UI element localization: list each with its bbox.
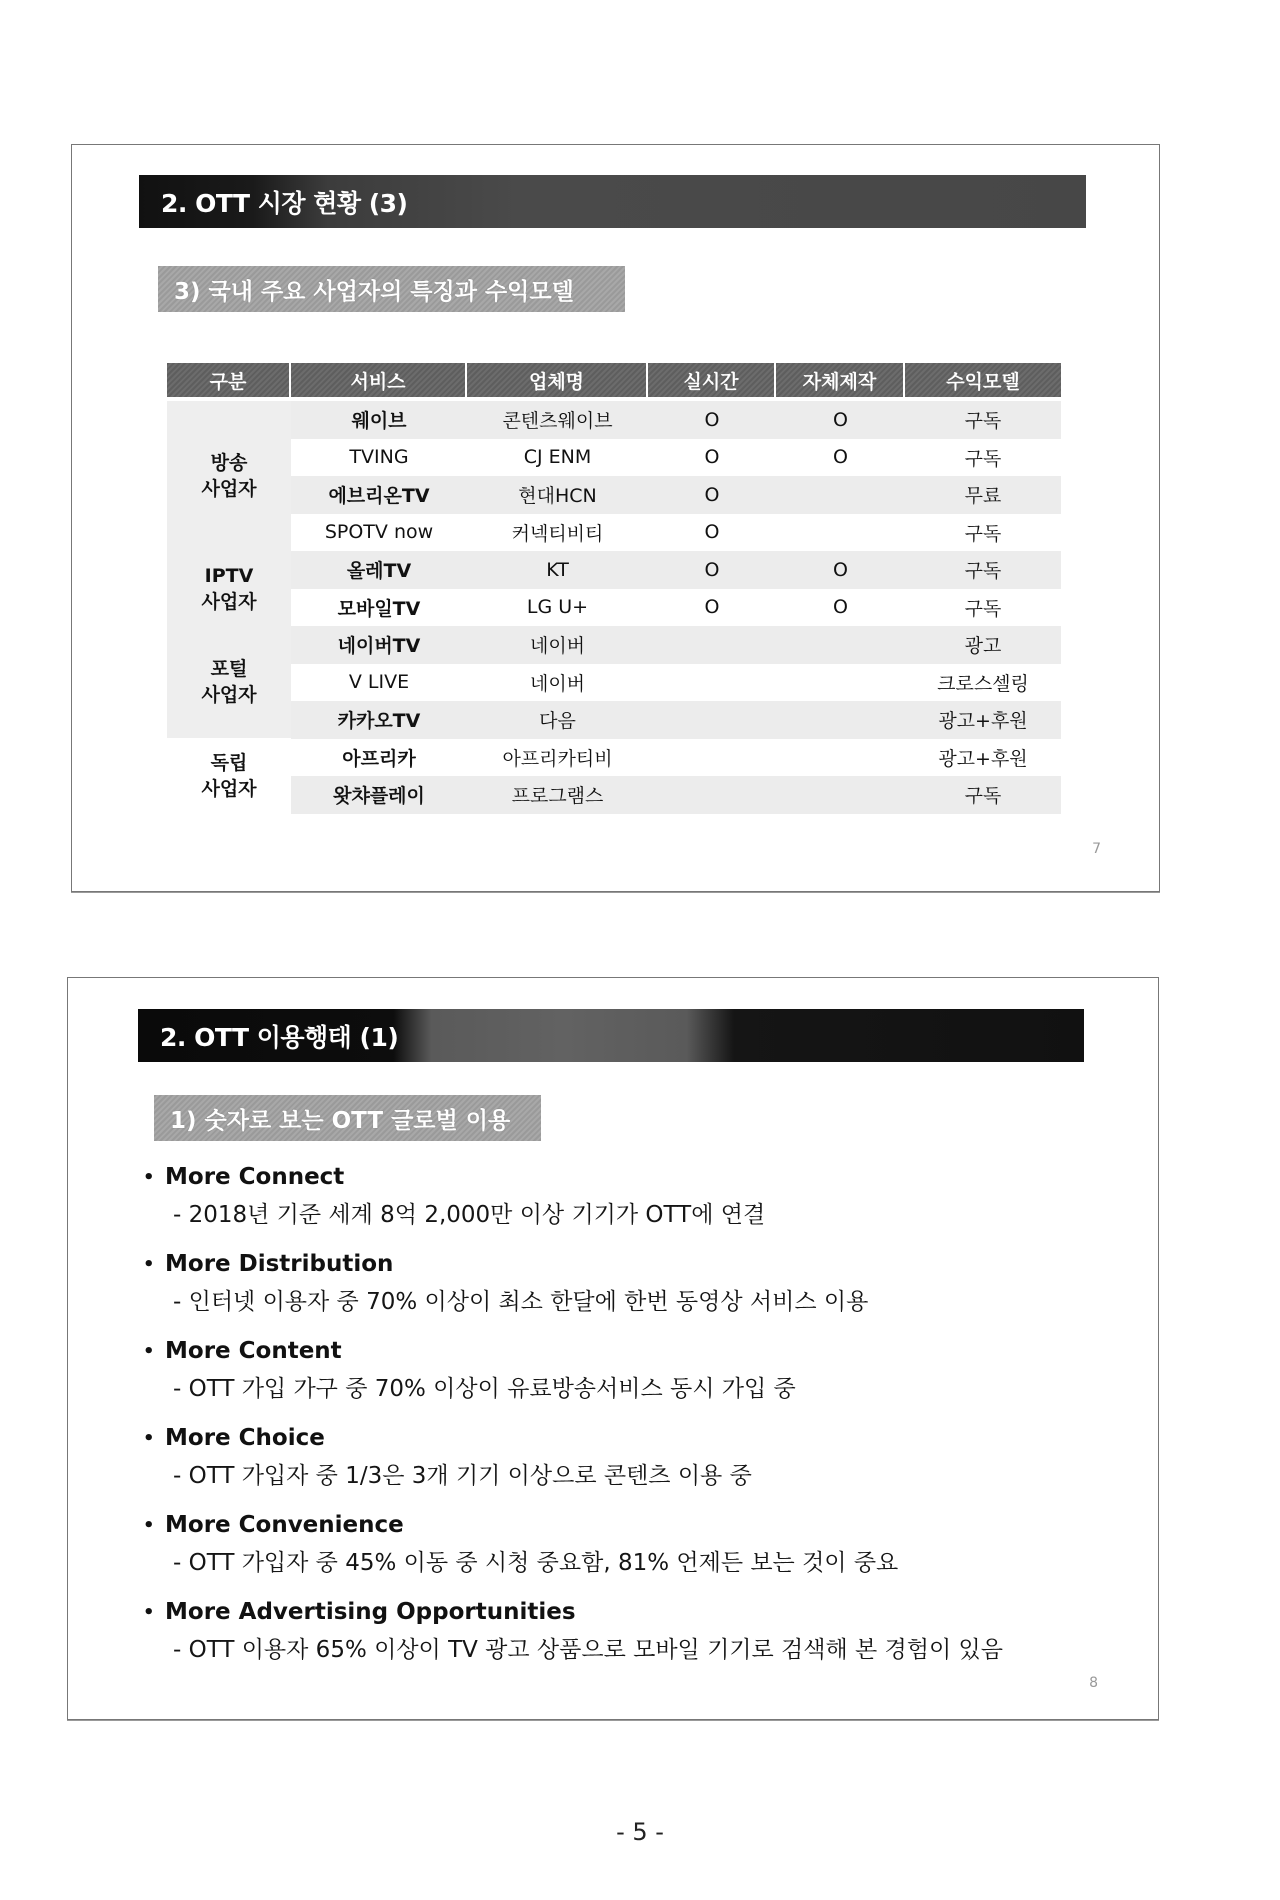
revenue-cell: 광고 <box>905 626 1061 664</box>
company-cell: 프로그램스 <box>467 776 648 814</box>
revenue-cell: 구독 <box>964 447 1002 470</box>
table-row <box>167 514 1061 552</box>
group-label: 사업자 <box>201 684 257 706</box>
company-cell: 네이버 <box>467 626 648 664</box>
service-cell: 왓챠플레이 <box>291 776 467 814</box>
realtime-cell: O <box>704 521 720 544</box>
company-cell: KT <box>467 551 648 589</box>
group-independent <box>167 738 291 813</box>
service-cell: V LIVE <box>348 671 410 694</box>
bullet-icon: • <box>143 1253 155 1275</box>
company-cell: 다음 <box>467 701 648 739</box>
revenue-cell: 크로스셀링 <box>937 672 1029 695</box>
bullet-heading: More Distribution <box>165 1251 394 1277</box>
bullet-icon: • <box>143 1601 155 1623</box>
bullet-heading: More Convenience <box>165 1512 404 1538</box>
group-label: 포털 <box>210 658 248 680</box>
original-cell: O <box>833 596 848 619</box>
group-label: 독립 <box>210 751 248 774</box>
slide-ott-usage <box>67 977 1159 1720</box>
bullet-description: - OTT 이용자 65% 이상이 TV 광고 상품으로 모바일 기기로 검색해 본 경험이 있음 <box>173 1636 1003 1663</box>
service-cell: 카카오TV <box>291 701 467 739</box>
bullet-description: - OTT 가입자 중 45% 이동 중 시청 중요함, 81% 언제든 보는 것이 중요 <box>173 1549 899 1576</box>
company-cell: 현대HCN <box>467 476 648 514</box>
header-original: 자체제작 <box>776 363 905 397</box>
provider-table <box>167 363 1061 814</box>
table-row <box>167 401 1061 439</box>
table-row <box>167 439 1061 477</box>
revenue-cell: 구독 <box>905 551 1061 589</box>
header-service: 서비스 <box>291 363 467 397</box>
table-row <box>167 739 1061 777</box>
document-page-number: - 5 - <box>616 1818 664 1846</box>
revenue-cell: 광고+후원 <box>905 701 1061 739</box>
company-cell: 아프리카티비 <box>502 747 613 770</box>
original-cell <box>776 776 905 814</box>
realtime-cell: O <box>704 446 720 469</box>
service-cell: 올레TV <box>291 551 467 589</box>
service-cell: 네이버TV <box>291 626 467 664</box>
group-label: 방송 <box>210 452 248 474</box>
table-row <box>167 551 1061 589</box>
revenue-cell: 광고+후원 <box>938 747 1028 770</box>
realtime-cell: O <box>648 551 776 589</box>
original-cell: O <box>833 446 848 469</box>
group-label: IPTV <box>204 564 254 587</box>
group-label: 사업자 <box>201 777 257 800</box>
table-row <box>167 701 1061 739</box>
bullet-heading: More Advertising Opportunities <box>165 1599 576 1625</box>
original-cell <box>776 476 905 514</box>
realtime-cell <box>648 664 776 702</box>
company-cell: 콘텐츠웨이브 <box>467 401 648 439</box>
realtime-cell: O <box>704 596 720 619</box>
service-cell: SPOTV now <box>324 521 434 544</box>
list-item <box>143 1422 1103 1492</box>
bullet-icon: • <box>143 1166 155 1188</box>
slide-page-number: 7 <box>1092 841 1101 857</box>
company-cell: 네이버 <box>529 672 586 695</box>
revenue-cell: 구독 <box>905 776 1061 814</box>
realtime-cell <box>648 776 776 814</box>
service-cell: 웨이브 <box>291 401 467 439</box>
revenue-cell: 무료 <box>905 476 1061 514</box>
group-label: 사업자 <box>201 590 257 613</box>
slide-ott-market-status <box>71 144 1160 892</box>
group-broadcast <box>167 401 291 551</box>
bullet-description: - 인터넷 이용자 중 70% 이상이 최소 한달에 한번 동영상 서비스 이용 <box>173 1288 869 1315</box>
slide-page-number: 8 <box>1089 1675 1098 1691</box>
bullet-description: - OTT 가입자 중 1/3은 3개 기기 이상으로 콘텐츠 이용 중 <box>173 1462 752 1489</box>
service-cell: TVING <box>349 446 409 469</box>
original-cell <box>776 739 905 777</box>
header-realtime: 실시간 <box>648 363 776 397</box>
slide-subtitle: 1) 숫자로 보는 OTT 글로벌 이용 <box>154 1095 541 1141</box>
company-cell: CJ ENM <box>523 446 592 469</box>
table-row <box>167 626 1061 664</box>
list-item <box>143 1335 1103 1405</box>
realtime-cell <box>648 739 776 777</box>
realtime-cell: O <box>648 476 776 514</box>
header-category: 구분 <box>167 363 291 397</box>
list-item <box>143 1248 1103 1318</box>
bullet-heading: More Choice <box>165 1425 325 1451</box>
slide-title: 2. OTT 시장 현황 (3) <box>139 175 1086 228</box>
bullet-icon: • <box>143 1514 155 1536</box>
service-cell: 아프리카 <box>342 747 416 770</box>
bullet-heading: More Connect <box>165 1164 345 1190</box>
service-cell: 모바일TV <box>337 597 421 620</box>
revenue-cell: 구독 <box>964 597 1002 620</box>
bullet-icon: • <box>143 1340 155 1362</box>
bullet-description: - 2018년 기준 세계 8억 2,000만 이상 기기가 OTT에 연결 <box>173 1201 766 1228</box>
table-row <box>167 589 1061 627</box>
bullet-list <box>143 1161 1103 1683</box>
header-revenue-model: 수익모델 <box>905 363 1061 397</box>
table-body <box>167 401 1061 814</box>
slide-subtitle: 3) 국내 주요 사업자의 특징과 수익모델 <box>158 266 625 312</box>
realtime-cell: O <box>648 401 776 439</box>
list-item <box>143 1161 1103 1231</box>
table-row <box>167 476 1061 514</box>
header-company: 업체명 <box>467 363 648 397</box>
realtime-cell <box>648 626 776 664</box>
group-portal <box>167 626 291 738</box>
list-item <box>143 1509 1103 1579</box>
table-header-row <box>167 363 1061 397</box>
revenue-cell: 구독 <box>964 522 1002 545</box>
company-cell: 커넥티비티 <box>511 522 604 545</box>
original-cell <box>776 514 905 552</box>
original-cell: O <box>776 401 905 439</box>
list-item <box>143 1596 1103 1666</box>
company-cell: LG U+ <box>526 596 589 619</box>
service-cell: 에브리온TV <box>291 476 467 514</box>
bullet-description: - OTT 가입 가구 중 70% 이상이 유료방송서비스 동시 가입 중 <box>173 1375 796 1402</box>
slide-title: 2. OTT 이용행태 (1) <box>138 1009 1084 1062</box>
bullet-icon: • <box>143 1427 155 1449</box>
bullet-heading: More Content <box>165 1338 342 1364</box>
group-iptv <box>167 551 291 626</box>
original-cell <box>776 664 905 702</box>
realtime-cell <box>648 701 776 739</box>
original-cell: O <box>776 551 905 589</box>
table-row <box>167 664 1061 702</box>
group-label: 사업자 <box>201 478 257 500</box>
revenue-cell: 구독 <box>905 401 1061 439</box>
original-cell <box>776 626 905 664</box>
table-row <box>167 776 1061 814</box>
original-cell <box>776 701 905 739</box>
